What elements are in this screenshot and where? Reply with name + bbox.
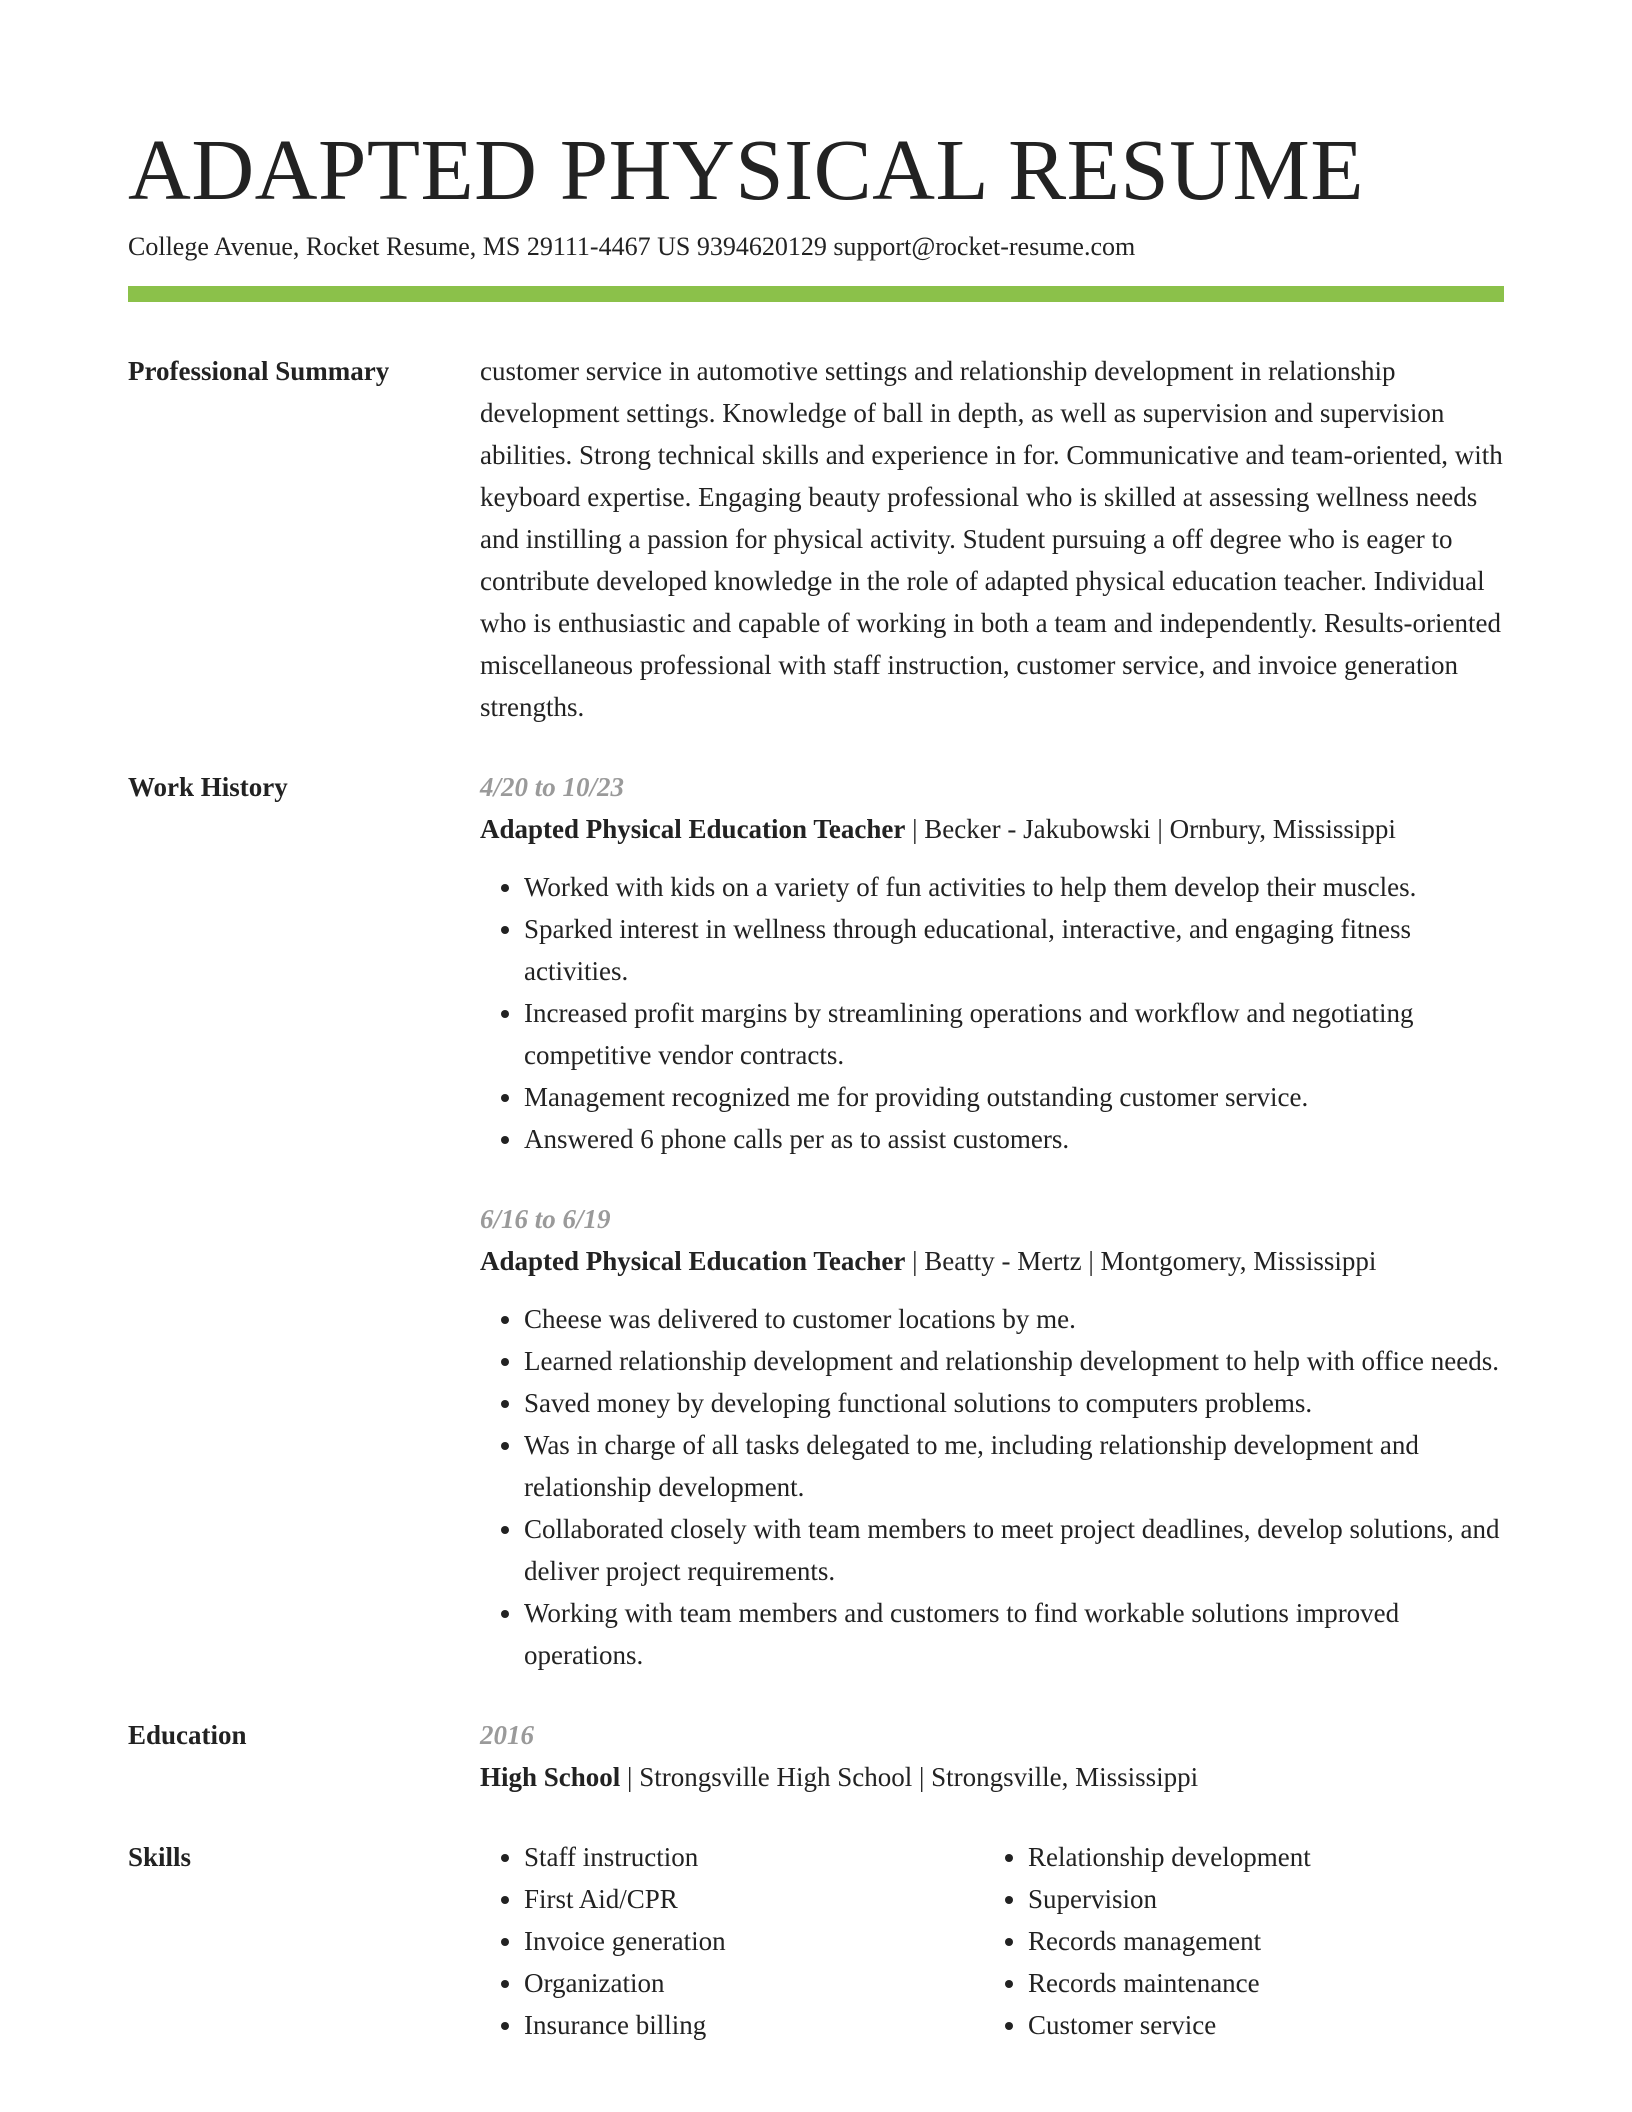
resume-name: ADAPTED PHYSICAL RESUME: [128, 121, 1365, 218]
job-details: | Beatty - Mertz | Montgomery, Mississippi: [905, 1246, 1377, 1276]
list-item: • Answered 6 phone calls per as to assist customers.: [524, 1118, 1504, 1160]
summary-label: Professional Summary: [128, 356, 390, 386]
list-item: • Cheese was delivered to customer locations by me.: [524, 1298, 1504, 1340]
skills-body: [480, 1836, 1504, 2046]
list-item: • First Aid/CPR: [524, 1878, 984, 1920]
job-bullets: [480, 1298, 1504, 1676]
job-details: | Becker - Jakubowski | Ornbury, Mississippi: [905, 814, 1396, 844]
list-item: • Records management: [1028, 1920, 1488, 1962]
resume-page: [128, 120, 1504, 2046]
education-heading: [480, 1756, 1504, 1798]
work-history-section: [128, 766, 1504, 1676]
list-item: • Relationship development: [1028, 1836, 1488, 1878]
education-degree: High School: [480, 1762, 621, 1792]
summary-text: customer service in automotive settings and relationship development in relationship development settings. Knowledge of ball in depth, as well as supervision and supervision abilities. Strong technical skills and experience in for. Communicative and team-oriented, with keyboard expertise. Engaging beauty professional who is skilled at assessing wellness needs and instilling a passion for physical activity. Student pursuing a off degree who is eager to contribute developed knowledge in the role of adapted physical education teacher. Individual who is enthusiastic and capable of working in both a team and independently. Results-oriented miscellaneous professional with staff instruction, customer service, and invoice generation strengths.: [480, 356, 1503, 722]
skills-label: Skills: [128, 1842, 192, 1872]
list-item: • Working with team members and customers to find workable solutions improved operations.: [524, 1592, 1504, 1676]
skills-column-left: [480, 1836, 984, 2046]
job-title: Adapted Physical Education Teacher: [480, 1246, 906, 1276]
education-label: Education: [128, 1720, 247, 1750]
list-item: • Sparked interest in wellness through educational, interactive, and engaging fitness activities.: [524, 908, 1504, 992]
education-year: 2016: [480, 1720, 534, 1750]
job-dates: 6/16 to 6/19: [480, 1204, 611, 1234]
list-item: • Staff instruction: [524, 1836, 984, 1878]
work-history-body: [480, 766, 1504, 1676]
list-item: • Saved money by developing functional solutions to computers problems.: [524, 1382, 1504, 1424]
list-item: • Records maintenance: [1028, 1962, 1488, 2004]
education-details: | Strongsville High School | Strongsville, Mississippi: [620, 1762, 1199, 1792]
summary-section: [128, 350, 1504, 728]
job-dates: 4/20 to 10/23: [480, 772, 625, 802]
list-item: • Management recognized me for providing outstanding customer service.: [524, 1076, 1504, 1118]
list-item: • Supervision: [1028, 1878, 1488, 1920]
list-item: • Was in charge of all tasks delegated to me, including relationship development and relationship development.: [524, 1424, 1504, 1508]
job-entry: [480, 1198, 1504, 1676]
list-item: • Increased profit margins by streamlining operations and workflow and negotiating competitive vendor contracts.: [524, 992, 1504, 1076]
list-item: • Insurance billing: [524, 2004, 984, 2046]
job-bullets: [480, 866, 1504, 1160]
list-item: • Collaborated closely with team members to meet project deadlines, develop solutions, and deliver project requirements.: [524, 1508, 1504, 1592]
job-heading: [480, 808, 1504, 850]
list-item: • Organization: [524, 1962, 984, 2004]
list-item: • Worked with kids on a variety of fun activities to help them develop their muscles.: [524, 866, 1504, 908]
list-item: • Learned relationship development and relationship development to help with office needs.: [524, 1340, 1504, 1382]
summary-body: [480, 350, 1504, 728]
job-title: Adapted Physical Education Teacher: [480, 814, 906, 844]
job-heading: [480, 1240, 1504, 1282]
job-entry: [480, 766, 1504, 1160]
work-history-label: Work History: [128, 772, 288, 802]
header-divider: [128, 286, 1504, 302]
skills-section: [128, 1836, 1504, 2046]
list-item: • Customer service: [1028, 2004, 1488, 2046]
contact-line: College Avenue, Rocket Resume, MS 29111-4467 US 9394620129 support@rocket-resume.com: [128, 232, 1136, 261]
education-body: [480, 1714, 1504, 1798]
education-section: [128, 1714, 1504, 1798]
list-item: • Invoice generation: [524, 1920, 984, 1962]
skills-column-right: [984, 1836, 1488, 2046]
